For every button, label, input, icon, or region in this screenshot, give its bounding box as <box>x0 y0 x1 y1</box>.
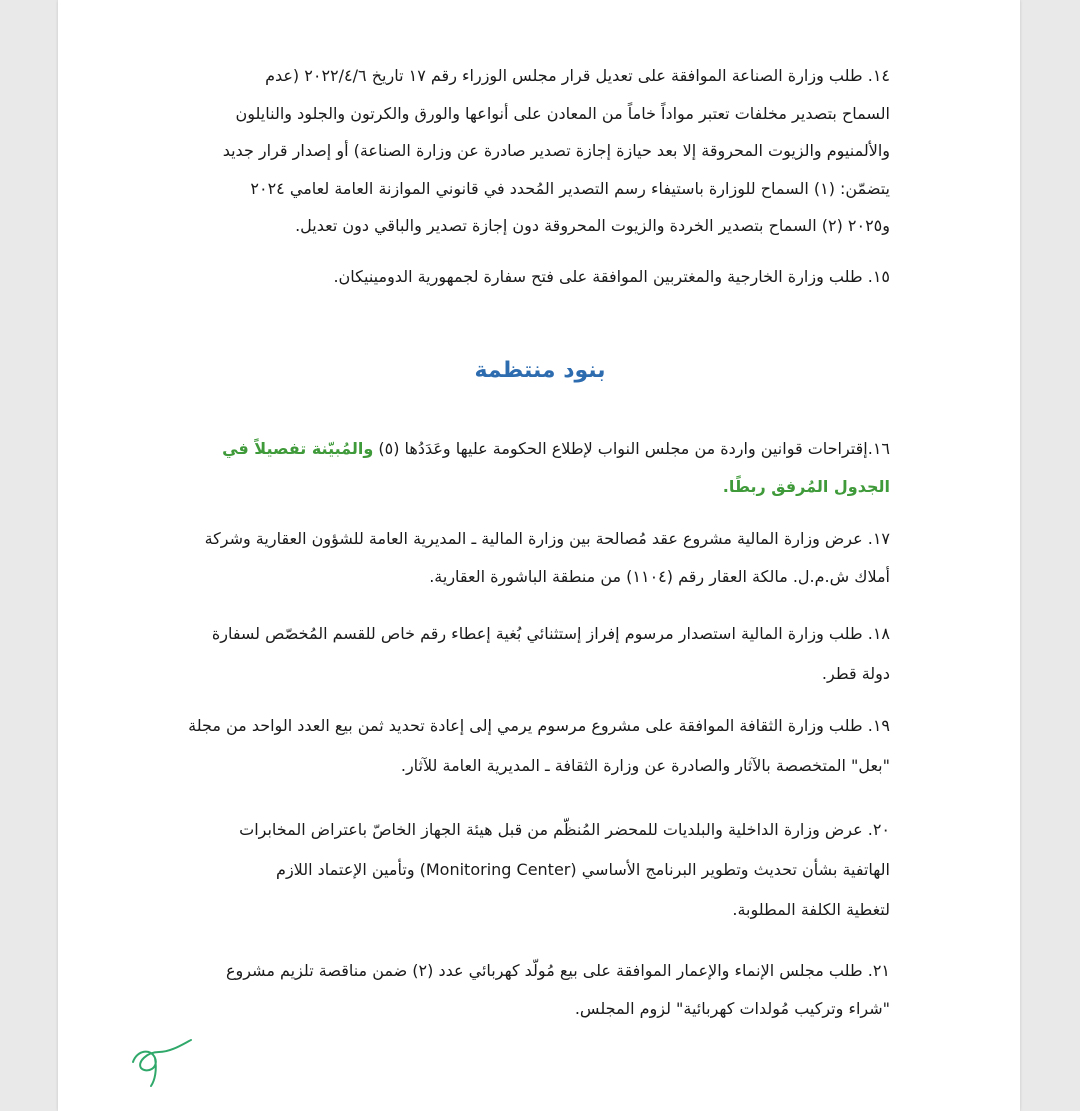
item-line: ٢١. طلب مجلس الإنماء والإعمار الموافقة على بيع مُولّد كهربائي عدد (٢) ضمن مناقصة تلزيم مشروع <box>225 961 890 980</box>
section-heading: بنود منتظمة <box>474 358 606 383</box>
agenda-item-16 <box>160 430 890 506</box>
item-line: والألمنيوم والزيوت المحروقة إلا بعد حيازة إجازة تصدير صادرة عن وزارة الصناعة) أو إصدار قرار جديد <box>222 141 890 160</box>
item-line: "بعل" المتخصصة بالآثار والصادرة عن وزارة الثقافة ـ المديرية العامة للآثار. <box>400 756 890 775</box>
item-line: ١٤. طلب وزارة الصناعة الموافقة على تعديل قرار مجلس الوزراء رقم ١٧ تاريخ ٢٠٢٢/٤/٦ (عدم <box>265 66 890 85</box>
item-highlight: الجدول المُرفق ربطًا. <box>722 477 890 496</box>
agenda-item-19 <box>160 706 890 786</box>
item-line: ١٩. طلب وزارة الثقافة الموافقة على مشروع مرسوم يرمي إلى إعادة تحديد ثمن بيع العدد الواحد من مجلة <box>188 716 890 735</box>
item-line: السماح بتصدير مخلفات تعتبر مواداً خاماً من المعادن على أنواعها والورق والكرتون والجلود والنايلون <box>235 103 890 123</box>
item-line: ١٧. عرض وزارة المالية مشروع عقد مُصالحة بين وزارة المالية ـ المديرية العامة للشؤون العقارية وشركة <box>204 529 890 548</box>
item-line: الهاتفية بشأن تحديث وتطوير البرنامج الأساسي (Monitoring Center) وتأمين الإعتماد اللازم <box>276 860 890 879</box>
agenda-item-15 <box>160 258 890 296</box>
agenda-item-21 <box>160 952 890 1028</box>
item-line: و٢٠٢٥ (٢) السماح بتصدير الخردة والزيوت المحروقة دون إجازة تصدير والباقي دون تعديل. <box>295 216 890 235</box>
item-line: ١٨. طلب وزارة المالية استصدار مرسوم إفراز إستثنائي بُغية إعطاء رقم خاص للقسم المُخصّص لسفارة <box>211 624 890 643</box>
agenda-item-14 <box>160 57 890 245</box>
agenda-item-17 <box>160 520 890 596</box>
handwritten-signature <box>125 1030 205 1090</box>
item-line: لتغطية الكلفة المطلوبة. <box>732 900 890 919</box>
item-line: ١٥. طلب وزارة الخارجية والمغتربين الموافقة على فتح سفارة لجمهورية الدومينيكان. <box>333 267 890 286</box>
item-text: ١٦.إقتراحات قوانين واردة من مجلس النواب لإطلاع الحكومة عليها وعَدَدُها (٥) <box>373 439 890 458</box>
item-line: دولة قطر. <box>821 664 890 683</box>
item-line: أملاك ش.م.ل. مالكة العقار رقم (١١٠٤) من منطقة الباشورة العقارية. <box>429 567 890 586</box>
item-highlight: والمُبيّنة تفصيلاً في <box>222 439 374 458</box>
item-line: يتضمّن: (١) السماح للوزارة باستيفاء رسم التصدير المُحدد في قانوني الموازنة العامة لعامي ٢٠٢٤ <box>250 178 890 198</box>
agenda-item-18 <box>160 614 890 694</box>
agenda-item-20 <box>160 810 890 930</box>
item-line: "شراء وتركيب مُولدات كهربائية" لزوم المجلس. <box>574 999 890 1018</box>
item-line: ٢٠. عرض وزارة الداخلية والبلديات للمحضر المُنظّم من قبل هيئة الجهاز الخاصّ باعتراض المخابرات <box>239 820 890 839</box>
